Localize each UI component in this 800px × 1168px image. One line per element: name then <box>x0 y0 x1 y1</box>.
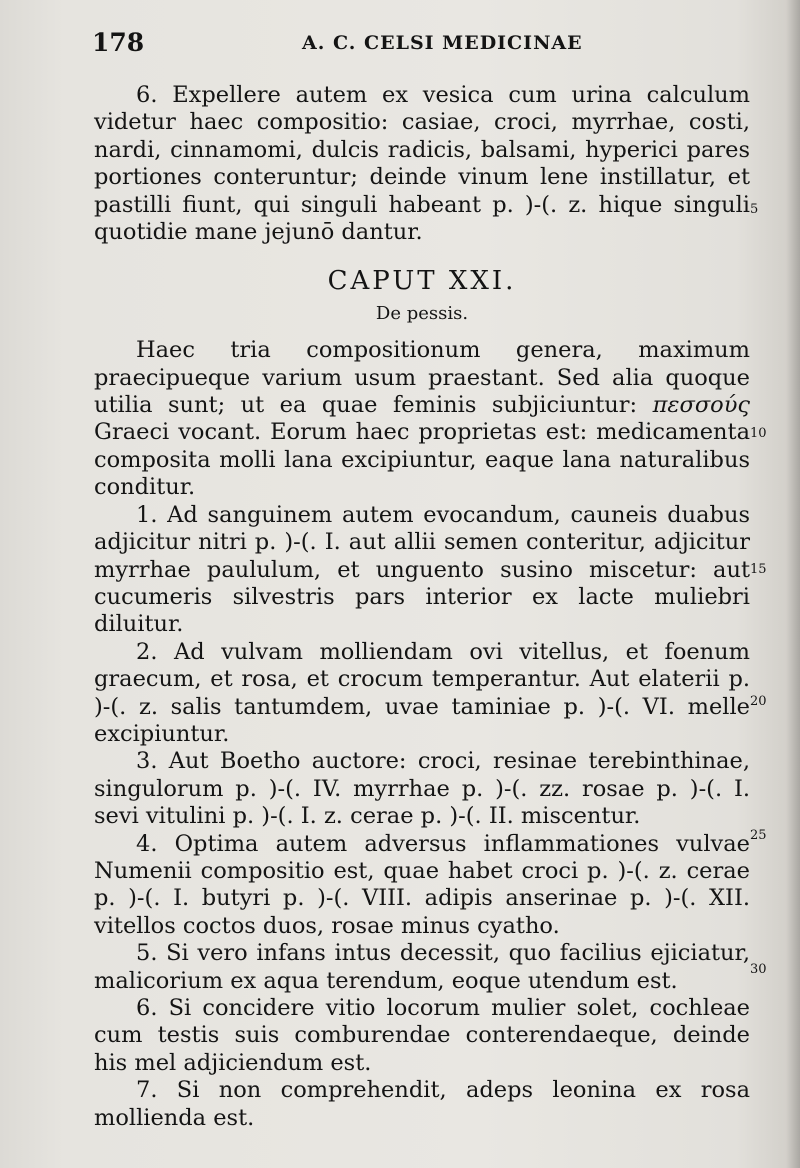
intro-paragraph <box>94 337 750 501</box>
item-7: 7. Si non comprehendit, adeps leonina ex rosa mollienda est. <box>94 1077 750 1131</box>
body-text <box>94 82 750 1132</box>
item-1: 1. Ad sanguinem autem evocandum, cauneis duabus adjicitur nitri p. )-(. I. aut allii semen conteritur, adjicitur myrrhae paululum, et unguento susino miscetur: aut cucumeris silvestris pars interior ex lacte muliebri diluitur. <box>94 501 750 638</box>
item-3: 3. Aut Boetho auctore: croci, resinae terebinthinae, singulorum p. )-(. IV. myrrhae p. )-(. zz. rosae p. )-(. I. sevi vitulini p. )-(. I. z. cerae p. )-(. II. miscentur. <box>94 748 750 830</box>
intro-text-end: Graeci vocant. Eorum haec proprietas est: medicamenta composita molli lana excipiuntur, eaque lana naturalibus conditur. <box>94 419 750 501</box>
running-head: A. C. CELSI MEDICINAE <box>302 32 583 54</box>
line-number-5: 5 <box>750 202 759 217</box>
page-edge-shadow <box>786 0 800 1168</box>
item-6: 6. Si concidere vitio locorum mulier solet, cochleae cum testis suis comburendae conterendaeque, deinde his mel adjiciendum est. <box>94 995 750 1076</box>
line-number-25: 25 <box>750 828 767 843</box>
item-4: 4. Optima autem adversus inflammationes vulvae Numenii compositio est, quae habet croci p. )-(. z. cerae p. )-(. I. butyri p. )-(. VIII. adipis anserinae p. )-(. XII. vitellos coctos duos, rosae minus cyatho. <box>94 830 750 939</box>
item-5: 5. Si vero infans intus decessit, quo facilius ejiciatur, malicorium ex aqua terendum, eoque utendum est. <box>94 940 750 994</box>
intro-text-start: Haec tria compositionum genera, maximum praecipueque varium usum praestant. Sed alia quoque utilia sunt; ut ea quae feminis subjiciuntur: <box>94 337 750 419</box>
item-2: 2. Ad vulvam molliendam ovi vitellus, et foenum graecum, et rosa, et crocum temperantur. Aut elaterii p. )-(. z. salis tantumdem, uvae taminiae p. )-(. VI. melle excipiuntur. <box>94 638 750 747</box>
line-number-10: 10 <box>750 426 767 441</box>
line-number-30: 30 <box>750 962 767 977</box>
line-number-20: 20 <box>750 694 767 709</box>
chapter-title: CAPUT XXI. <box>327 266 517 297</box>
page-header <box>92 28 732 62</box>
chapter-subtitle: De pessis. <box>375 302 469 324</box>
line-number-15: 15 <box>750 562 767 577</box>
page-number: 178 <box>92 28 145 57</box>
paragraph-6: 6. Expellere autem ex vesica cum urina calculum videtur haec compositio: casiae, croci, myrrhae, costi, nardi, cinnamomi, dulcis radicis, balsami, hyperici pares portiones conteruntur; deinde vinum lene instillatur, et pastilli fiunt, qui singuli habeant p. )-(. z. hique singuli quotidie mane jejunō dantur. <box>94 82 750 246</box>
greek-word: πεσσούς <box>652 392 750 419</box>
